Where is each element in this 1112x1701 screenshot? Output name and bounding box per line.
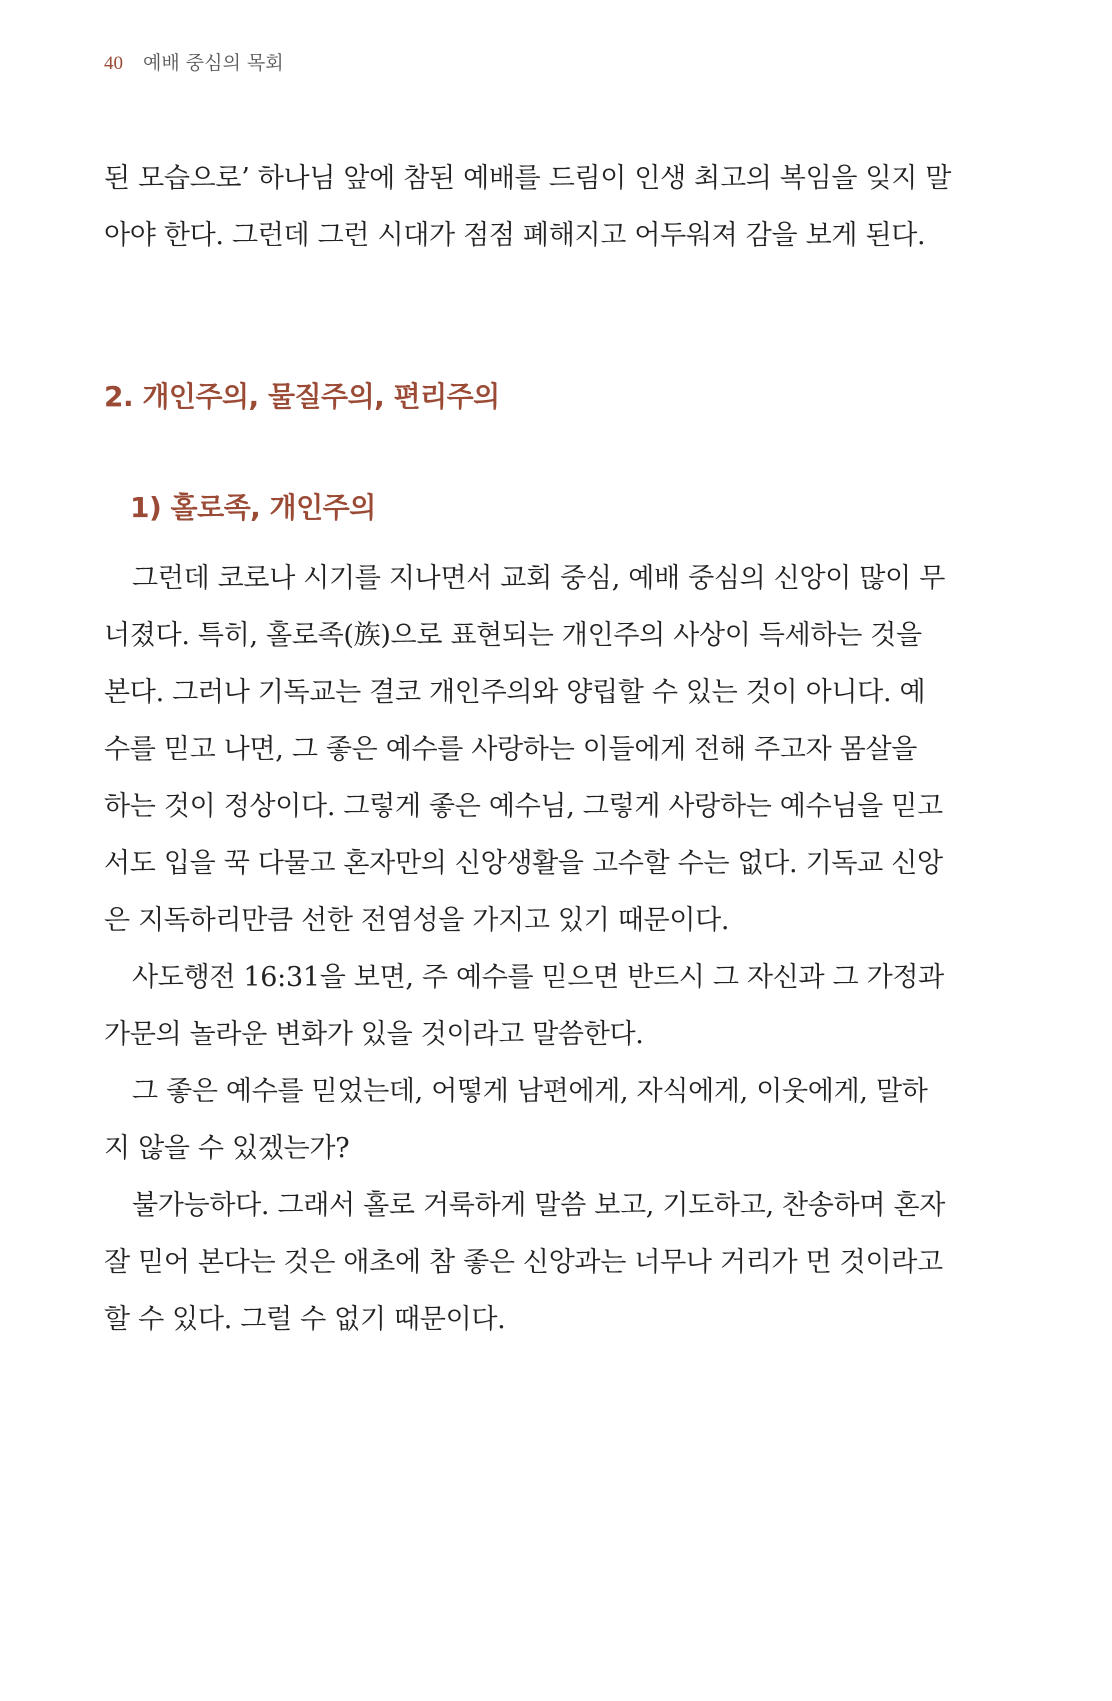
text-line: 아야 한다. 그런데 그런 시대가 점점 폐해지고 어두워져 감을 보게 된다.	[104, 220, 926, 251]
body-paragraph	[104, 550, 964, 949]
text-line: 지 않을 수 있겠는가?	[104, 1133, 350, 1164]
text-line: 하는 것이 정상이다. 그렇게 좋은 예수님, 그렇게 사랑하는 예수님을 믿고	[104, 791, 943, 822]
text-line: 할 수 있다. 그럴 수 없기 때문이다.	[104, 1304, 506, 1335]
text-line: 너졌다. 특히, 홀로족(族)으로 표현되는 개인주의 사상이 득세하는 것을	[104, 620, 922, 651]
text-line: 사도행전 16:31을 보면, 주 예수를 믿으면 반드시 그 자신과 그 가정과	[132, 962, 944, 993]
text-line: 가문의 놀라운 변화가 있을 것이라고 말씀한다.	[104, 1019, 644, 1050]
text-line: 그 좋은 예수를 믿었는데, 어떻게 남편에게, 자식에게, 이웃에게, 말하	[132, 1076, 928, 1107]
text-line: 서도 입을 꾹 다물고 혼자만의 신앙생활을 고수할 수는 없다. 기독교 신앙	[104, 848, 943, 879]
continuation-paragraph	[104, 150, 964, 264]
section-heading: 2. 개인주의, 물질주의, 편리주의	[104, 380, 500, 413]
subsection-heading: 1) 홀로족, 개인주의	[130, 491, 376, 524]
body-paragraph	[104, 949, 964, 1063]
text-line: 은 지독하리만큼 선한 전염성을 가지고 있기 때문이다.	[104, 905, 730, 936]
text-line: 그런데 코로나 시기를 지나면서 교회 중심, 예배 중심의 신앙이 많이 무	[132, 563, 946, 594]
text-line: 수를 믿고 나면, 그 좋은 예수를 사랑하는 이들에게 전해 주고자 몸살을	[104, 734, 918, 765]
body-paragraph	[104, 1177, 964, 1348]
running-header	[104, 48, 284, 75]
text-line: 잘 믿어 본다는 것은 애초에 참 좋은 신앙과는 너무나 거리가 먼 것이라고	[104, 1247, 943, 1278]
running-header-title: 예배 중심의 목회	[143, 52, 284, 74]
body-paragraph	[104, 1063, 964, 1177]
page-number: 40	[104, 53, 123, 74]
text-line: 본다. 그러나 기독교는 결코 개인주의와 양립할 수 있는 것이 아니다. 예	[104, 677, 926, 708]
text-line: 불가능하다. 그래서 홀로 거룩하게 말씀 보고, 기도하고, 찬송하며 혼자	[132, 1190, 946, 1221]
text-line: 된 모습으로’ 하나님 앞에 참된 예배를 드림이 인생 최고의 복임을 잊지 말	[104, 163, 952, 194]
